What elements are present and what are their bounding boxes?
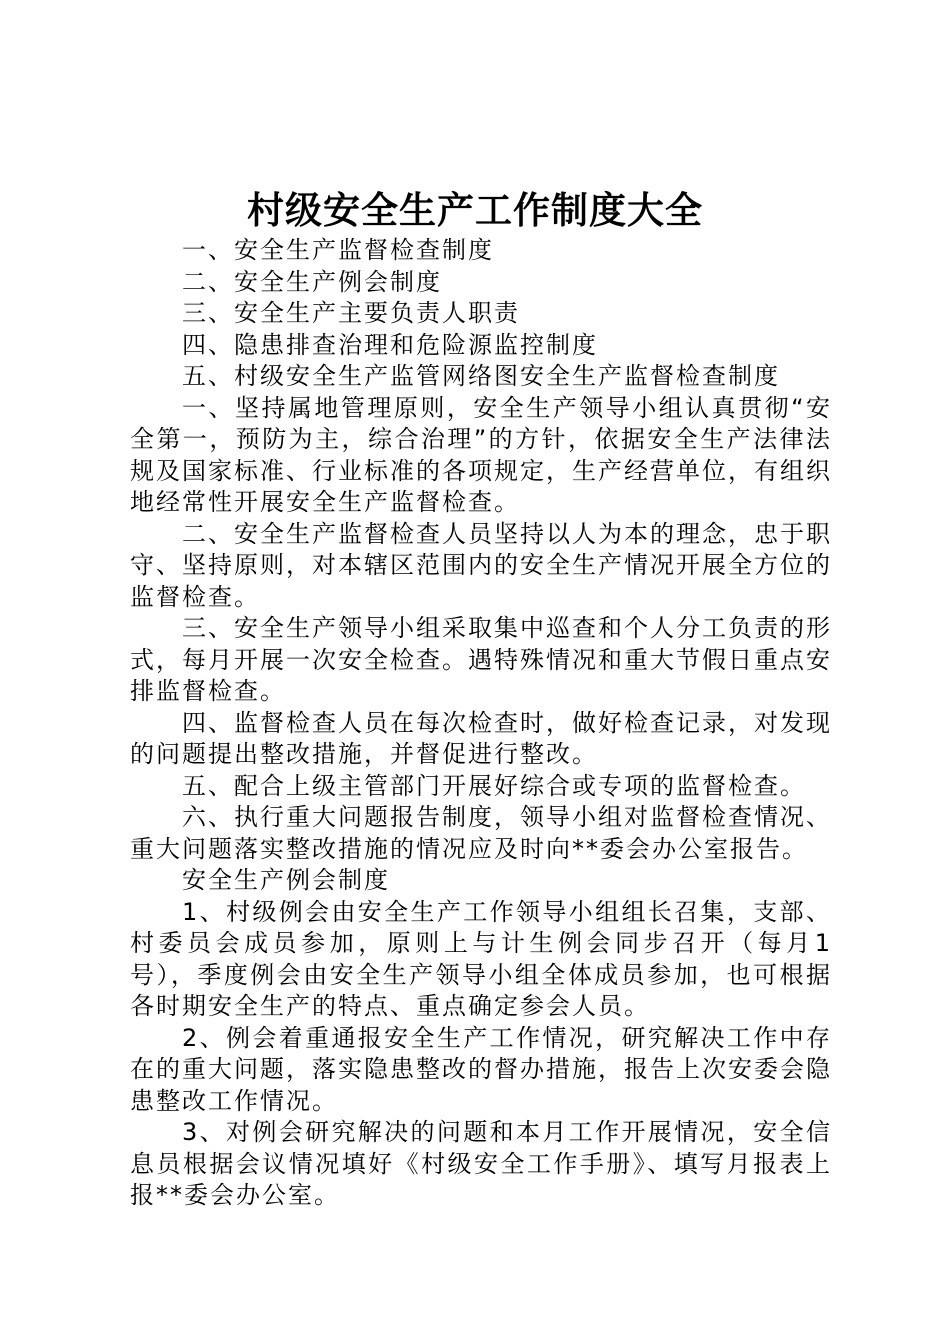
toc-item-3: 三、安全生产主要负责人职责: [182, 299, 520, 327]
paragraph-9: 3、对例会研究解决的问题和本月工作开展情况，安全信息员根据会议情况填好《村级安全工作手册》、填写月报表上报**委会办公室。: [130, 1118, 832, 1209]
paragraph-1: 一、坚持属地管理原则，安全生产领导小组认真贯彻“安全第一，预防为主，综合治理”的方针，依据安全生产法律法规及国家标准、行业标准的各项规定，生产经营单位，有组织地经常性开展安全生产监督检查。: [130, 393, 832, 516]
paragraph-6: 六、执行重大问题报告制度，领导小组对监督检查情况、重大问题落实整改措施的情况应及时向**委会办公室报告。: [130, 803, 832, 863]
paragraph-5: 五、配合上级主管部门开展好综合或专项的监督检查。: [182, 771, 806, 800]
section-heading-meeting: 安全生产例会制度: [182, 866, 390, 894]
toc-item-2: 二、安全生产例会制度: [182, 267, 442, 296]
toc-item-4: 四、隐患排查治理和危险源监控制度: [182, 330, 598, 359]
paragraph-4: 四、监督检查人员在每次检查时，做好检查记录，对发现的问题提出整改措施，并督促进行整改。: [130, 708, 832, 768]
paragraph-3: 三、安全生产领导小组采取集中巡查和个人分工负责的形式，每月开展一次安全检查。遇特殊情况和重大节假日重点安排监督检查。: [130, 614, 832, 705]
document-body: [130, 235, 832, 1212]
toc-item-1: 一、安全生产监督检查制度: [182, 236, 494, 264]
document-title: 村级安全生产工作制度大全: [247, 188, 703, 232]
paragraph-8: 2、例会着重通报安全生产工作情况，研究解决工作中存在的重大问题，落实隐患整改的督办措施，报告上次安委会隐患整改工作情况。: [130, 1023, 832, 1115]
paragraph-2: 二、安全生产监督检查人员坚持以人为本的理念，忠于职守、坚持原则，对本辖区范围内的安全生产情况开展全方位的监督检查。: [130, 519, 832, 611]
toc-item-5: 五、村级安全生产监管网络图安全生产监督检查制度: [182, 362, 780, 390]
paragraph-7: 1、村级例会由安全生产工作领导小组组长召集，支部、村委员会成员参加，原则上与计生例会同步召开（每月1号），季度例会由安全生产领导小组全体成员参加，也可根据各时期安全生产的特点、重点确定参会人员。: [130, 897, 832, 1020]
